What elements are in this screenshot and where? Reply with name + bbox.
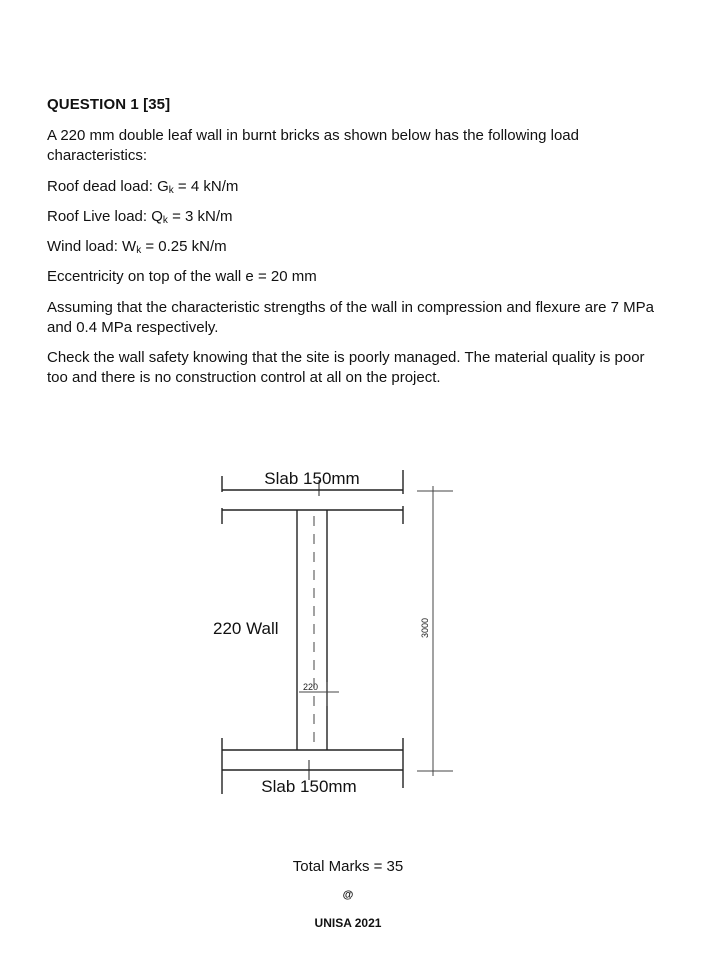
live-load-subscript: k [162, 215, 168, 226]
question-heading: QUESTION 1 [35] [47, 96, 171, 113]
dead-load-label: Roof dead load: G [47, 178, 169, 195]
dead-load-value: = 4 kN/m [173, 178, 239, 195]
wind-load-line [47, 237, 667, 259]
bottom-slab-label: Slab 150mm [261, 777, 357, 796]
wall-section-drawing [195, 440, 495, 820]
top-slab-label: Slab 150mm [264, 469, 360, 488]
institution-label: UNISA 2021 [314, 916, 382, 930]
live-load-value: = 3 kN/m [167, 208, 233, 225]
total-marks: Total Marks = 35 [292, 858, 404, 875]
wind-load-label: Wind load: W [47, 238, 137, 255]
intro-paragraph: A 220 mm double leaf wall in burnt bricks as shown below has the following load characteristics: [47, 127, 579, 164]
wall-label: 220 Wall [213, 619, 279, 638]
at-symbol: @ [342, 889, 354, 901]
check-paragraph: Check the wall safety knowing that the site is poorly managed. The material quality is poor too and there is no construction control at all on the project. [47, 349, 645, 386]
dead-load-subscript: k [168, 185, 174, 196]
wind-load-value: = 0.25 kN/m [141, 238, 227, 255]
wall-section-figure [195, 440, 495, 820]
thickness-label: 220 [303, 682, 319, 692]
live-load-line [47, 207, 667, 229]
height-label: 3000 [420, 617, 430, 639]
dead-load-line [47, 177, 667, 199]
eccentricity-line: Eccentricity on top of the wall e = 20 mm [47, 268, 317, 285]
live-load-label: Roof Live load: Q [47, 208, 163, 225]
assumption-paragraph: Assuming that the characteristic strengths of the wall in compression and flexure are 7 MPa and 0.4 MPa respectively. [47, 299, 654, 336]
wind-load-subscript: k [136, 245, 142, 256]
